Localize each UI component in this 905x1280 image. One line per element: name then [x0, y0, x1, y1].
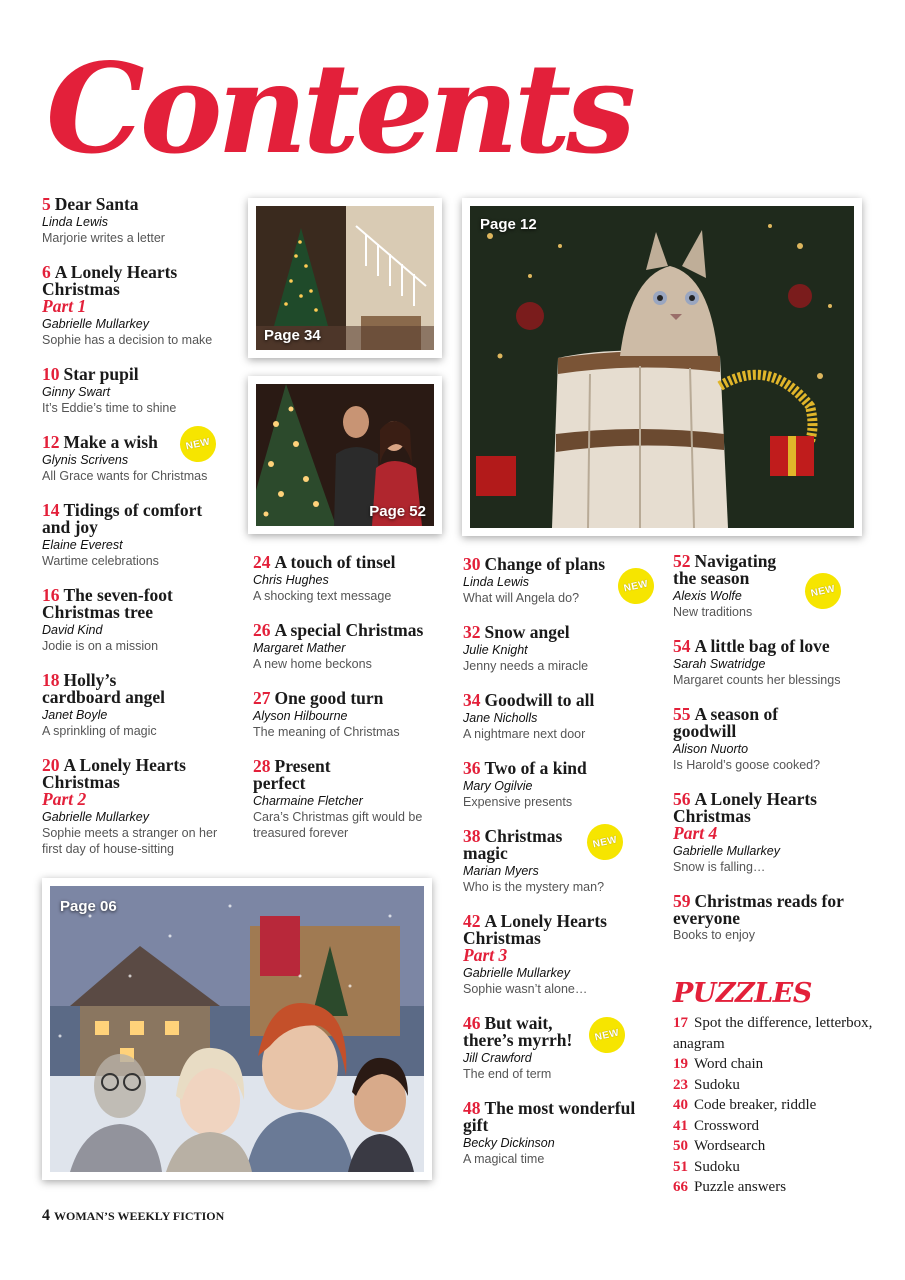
new-badge: NEW — [802, 570, 845, 613]
list-item[interactable]: 16 The seven-foot Christmas tree David Kind Jodie is on a mission — [42, 585, 173, 653]
list-item[interactable]: 27 One good turn Alyson Hilbourne The meaning of Christmas — [253, 688, 400, 739]
page-footer — [42, 1207, 224, 1225]
list-item[interactable]: 55 A season of goodwill Alison Nuorto Is Harold’s goose cooked? — [673, 704, 821, 772]
list-item[interactable]: 48 The most wonderful gift Becky Dickinson A magical time — [463, 1098, 636, 1166]
contents-column-1 — [42, 196, 232, 875]
puzzles-section — [673, 978, 873, 1198]
magazine-name: WOMAN’S WEEKLY FICTION — [54, 1209, 225, 1223]
contents-column-4 — [673, 553, 863, 961]
new-badge: NEW — [615, 565, 658, 608]
list-item[interactable]: 6 A Lonely Hearts Christmas Part 1 Gabrielle Mullarkey Sophie has a decision to make — [42, 262, 213, 347]
photo-page-12[interactable] — [462, 198, 862, 536]
new-badge: NEW — [584, 821, 627, 864]
list-item[interactable]: 52 Navigating the season Alexis Wolfe New traditions NEW — [673, 553, 863, 620]
new-badge: NEW — [177, 423, 220, 466]
puzzle-item[interactable]: 17 Spot the difference, letterbox, anagram — [673, 1015, 873, 1052]
list-item[interactable]: 59 Christmas reads for everyone Books to enjoy — [673, 891, 844, 942]
list-item[interactable]: 54 A little bag of love Sarah Swatridge Margaret counts her blessings — [673, 636, 841, 687]
photo-page-52[interactable] — [248, 376, 442, 534]
contents-column-3 — [463, 554, 650, 1185]
list-item[interactable]: 26 A special Christmas Margaret Mather A new home beckons — [253, 620, 424, 671]
new-badge: NEW — [586, 1014, 629, 1057]
puzzle-item[interactable]: 23 Sudoku — [673, 1076, 740, 1093]
list-item[interactable]: 18 Holly’s cardboard angel Janet Boyle A sprinkling of magic — [42, 670, 165, 738]
photo-page-06[interactable] — [42, 878, 432, 1180]
puzzle-item[interactable]: 41 Crossword — [673, 1117, 760, 1134]
list-item[interactable]: 10 Star pupil Ginny Swart It’s Eddie’s time to shine — [42, 364, 177, 415]
page-title: Contents — [46, 37, 631, 182]
photo-page-34[interactable] — [248, 198, 442, 358]
list-item[interactable]: 36 Two of a kind Mary Ogilvie Expensive presents — [463, 758, 587, 809]
puzzle-item[interactable]: 66 Puzzle answers — [673, 1179, 787, 1195]
puzzle-item[interactable]: 19 Word chain — [673, 1056, 764, 1072]
puzzle-item[interactable]: 50 Wordsearch — [673, 1138, 766, 1154]
photo-label: Page 12 — [480, 216, 537, 233]
page-number: 4 — [42, 1207, 50, 1224]
list-item[interactable]: 46 But wait, there’s myrrh! Jill Crawford The end of term NEW — [463, 1015, 638, 1082]
list-item[interactable]: 20 A Lonely Hearts Christmas Part 2 Gabrielle Mullarkey Sophie meets a stranger on her first day of house-sitting — [42, 755, 218, 856]
list-item[interactable]: 32 Snow angel Julie Knight Jenny needs a miracle — [463, 622, 589, 673]
list-item[interactable]: 30 Change of plans Linda Lewis What will Angela do? NEW — [463, 556, 638, 606]
list-item[interactable]: 34 Goodwill to all Jane Nicholls A nightmare next door — [463, 690, 595, 741]
list-item[interactable]: 5 Dear Santa Linda Lewis Marjorie writes a letter — [42, 194, 165, 245]
list-item[interactable]: 28 Present perfect Charmaine Fletcher Cara’s Christmas gift would be treasured forever — [253, 756, 423, 840]
contents-column-2 — [253, 554, 448, 859]
list-item[interactable]: 14 Tidings of comfort and joy Elaine Everest Wartime celebrations — [42, 500, 203, 568]
kitten-barrel-illustration — [470, 206, 854, 528]
photo-label: Page 06 — [60, 898, 117, 915]
list-item[interactable]: 56 A Lonely Hearts Christmas Part 4 Gabrielle Mullarkey Snow is falling… — [673, 789, 817, 874]
list-item[interactable]: 38 Christmas magic Marian Myers Who is the mystery man? NEW — [463, 828, 638, 895]
list-item[interactable]: 12 Make a wish Glynis Scrivens All Grace wants for Christmas NEW — [42, 434, 232, 484]
puzzle-item[interactable]: 40 Code breaker, riddle — [673, 1097, 817, 1113]
puzzles-heading: PUZZLES — [673, 978, 812, 1009]
list-item[interactable]: 24 A touch of tinsel Chris Hughes A shocking text message — [253, 552, 396, 603]
list-item[interactable]: 42 A Lonely Hearts Christmas Part 3 Gabrielle Mullarkey Sophie wasn’t alone… — [463, 911, 607, 996]
photo-label: Page 52 — [369, 503, 426, 520]
village-characters-illustration — [50, 886, 424, 1172]
puzzle-item[interactable]: 51 Sudoku — [673, 1158, 740, 1175]
photo-label: Page 34 — [264, 327, 321, 344]
